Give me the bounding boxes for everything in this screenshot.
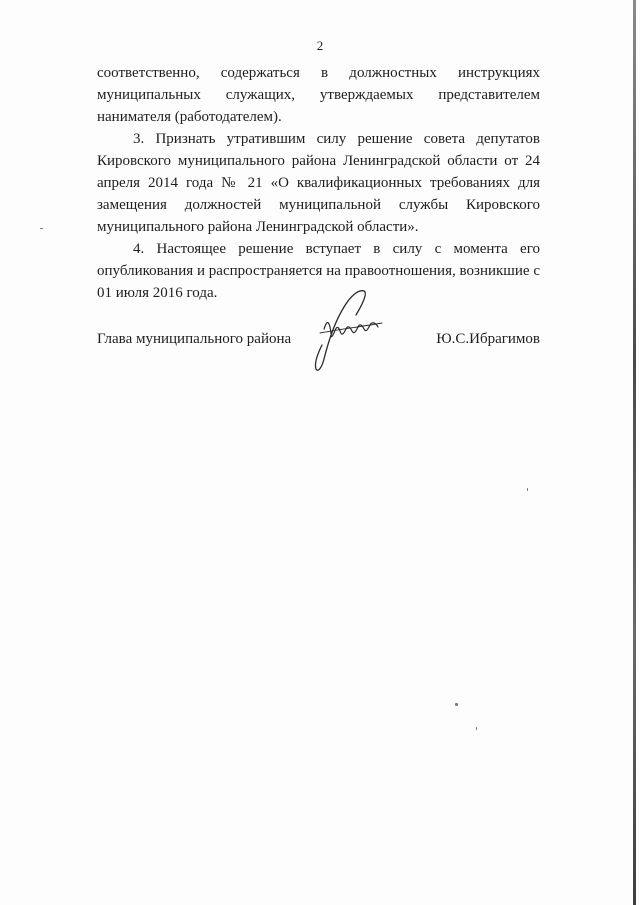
paragraph-item-4: 4. Настоящее решение вступает в силу с момента его опубликования и распространяется на правоотношения, возникшие с 01 июля 2016 года. <box>97 241 540 301</box>
paragraph-continuation: соответственно, содержаться в должностных инструкциях муниципальных служащих, утверждаемых представителем нанимателя (работодателем). <box>97 65 540 125</box>
signatory-name: Ю.С.Ибрагимов <box>436 331 540 347</box>
page-number: 2 <box>316 38 324 53</box>
signatory-title: Глава муниципального района <box>97 331 292 347</box>
scan-speck <box>455 703 458 706</box>
handwritten-signature <box>300 283 400 375</box>
paragraph-item-3: 3. Признать утратившим силу решение совета депутатов Кировского муниципального района Ленинградской области от 24 апреля 2014 года № 21 «О квалификационных требованиях для замещения должностей муниципальной службы Кировского муниципального района Ленинградской области». <box>97 131 540 235</box>
scan-speck <box>527 488 528 491</box>
scan-edge-line <box>633 0 636 905</box>
scan-speck <box>476 727 477 730</box>
body-text <box>97 62 540 304</box>
scan-speck <box>40 228 43 229</box>
